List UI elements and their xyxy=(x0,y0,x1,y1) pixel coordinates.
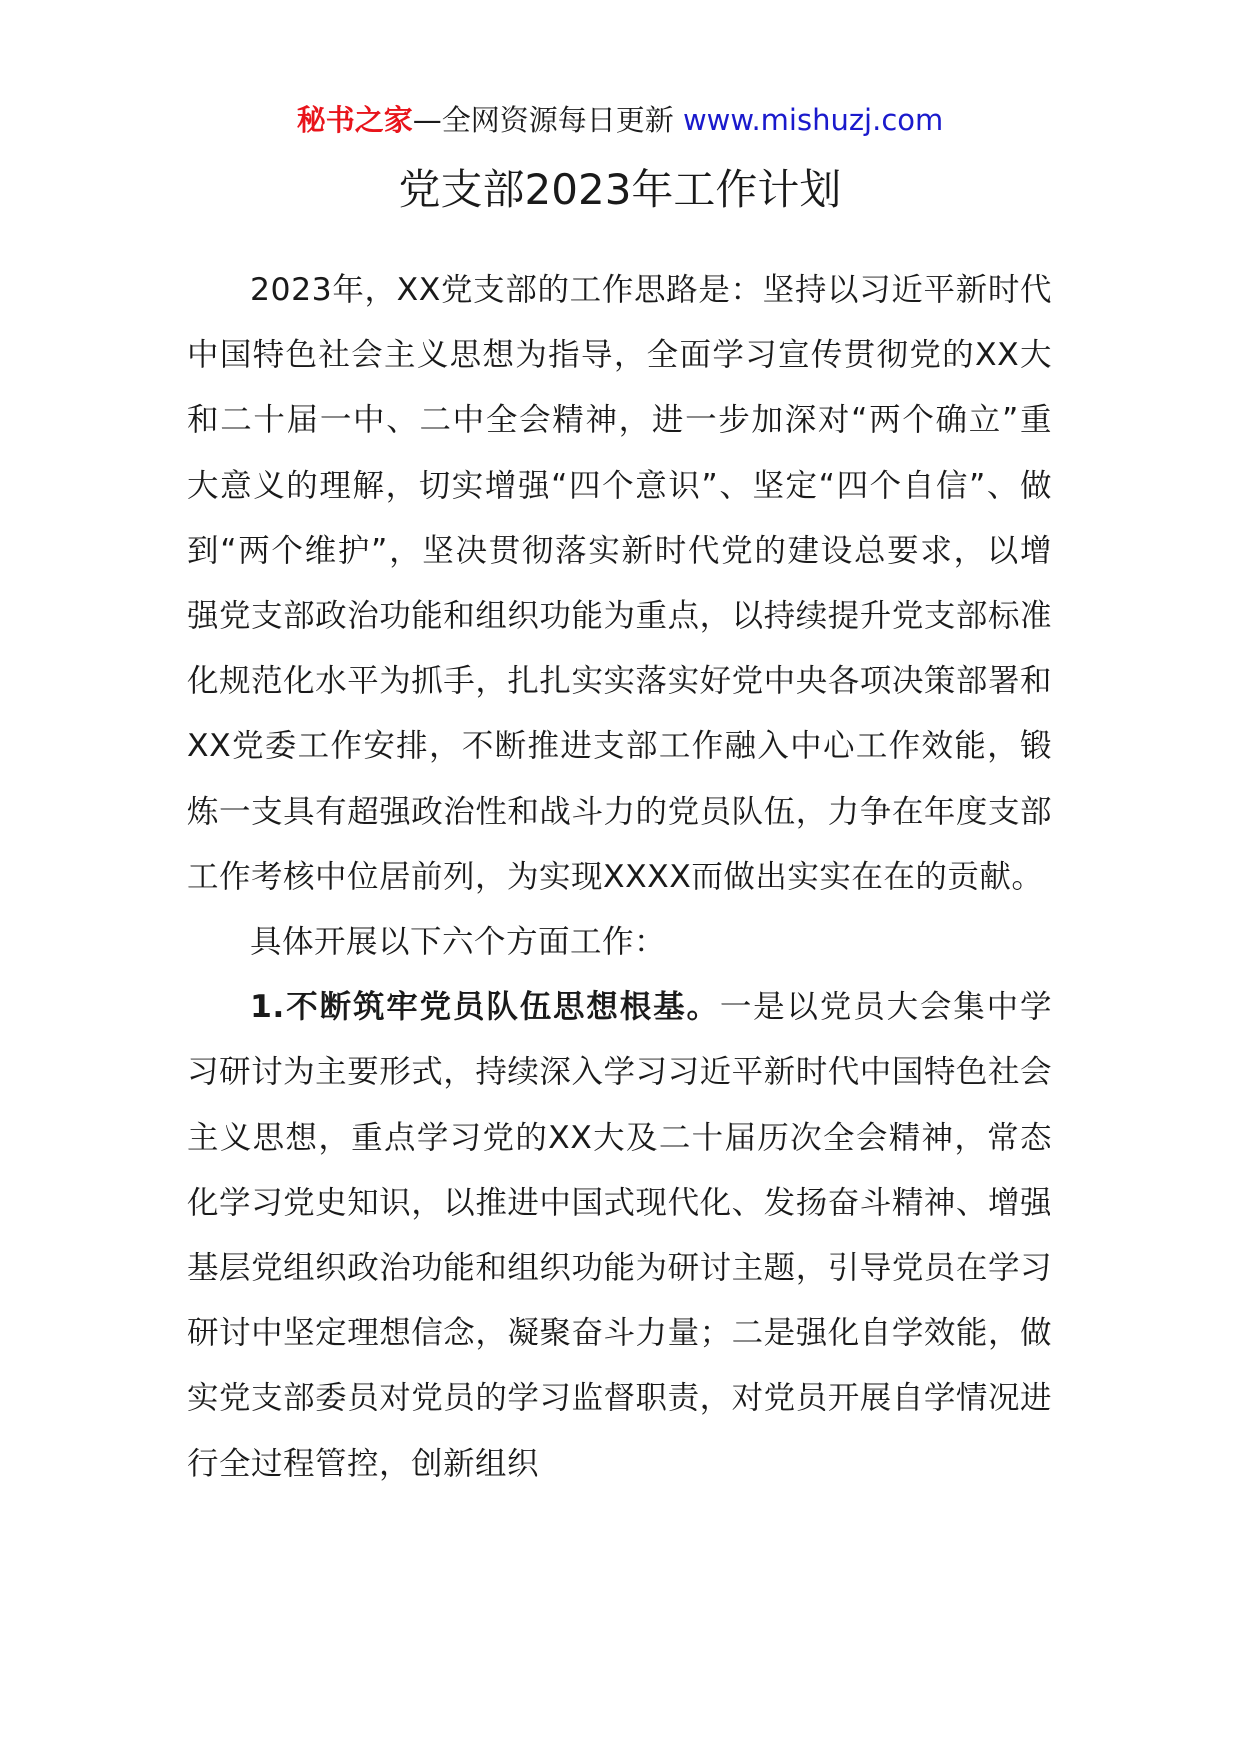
paragraph-overview xyxy=(187,910,1052,975)
paragraph-text: 具体开展以下六个方面工作： xyxy=(250,924,667,961)
paragraph-intro xyxy=(187,258,1052,910)
item-heading: 1.不断筑牢党员队伍思想根基。 xyxy=(250,989,720,1026)
paragraph-item-1 xyxy=(187,975,1052,1497)
site-url-link[interactable]: www.mishuzj.com xyxy=(682,103,944,137)
header-tagline: —全网资源每日更新 xyxy=(412,103,674,137)
document-body xyxy=(187,258,1052,1497)
document-title: 党支部2023年工作计划 xyxy=(398,165,842,214)
brand-name: 秘书之家 xyxy=(296,103,413,137)
site-header xyxy=(0,100,1240,140)
paragraph-text: 2023年，XX党支部的工作思路是：坚持以习近平新时代中国特色社会主义思想为指导，全面学习宣传贯彻党的XX大和二十届一中、二中全会精神，进一步加深对“两个确立”重大意义的理解，切实增强“四个意识”、坚定“四个自信”、做到“两个维护”，坚决贯彻落实新时代党的建设总要求，以增强党支部政治功能和组织功能为重点，以持续提升党支部标准化规范化水平为抓手，扎扎实实落实好党中央各项决策部署和XX党委工作安排，不断推进支部工作融入中心工作效能，锻炼一支具有超强政治性和战斗力的党员队伍，力争在年度支部工作考核中位居前列，为实现XXXX而做出实实在在的贡献。 xyxy=(187,272,1052,895)
paragraph-text: 一是以党员大会集中学习研讨为主要形式，持续深入学习习近平新时代中国特色社会主义思想，重点学习党的XX大及二十届历次全会精神，常态化学习党史知识，以推进中国式现代化、发扬奋斗精神、增强基层党组织政治功能和组织功能为研讨主题，引导党员在学习研讨中坚定理想信念，凝聚奋斗力量；二是强化自学效能，做实党支部委员对党员的学习监督职责，对党员开展自学情况进行全过程管控，创新组织 xyxy=(187,989,1052,1482)
